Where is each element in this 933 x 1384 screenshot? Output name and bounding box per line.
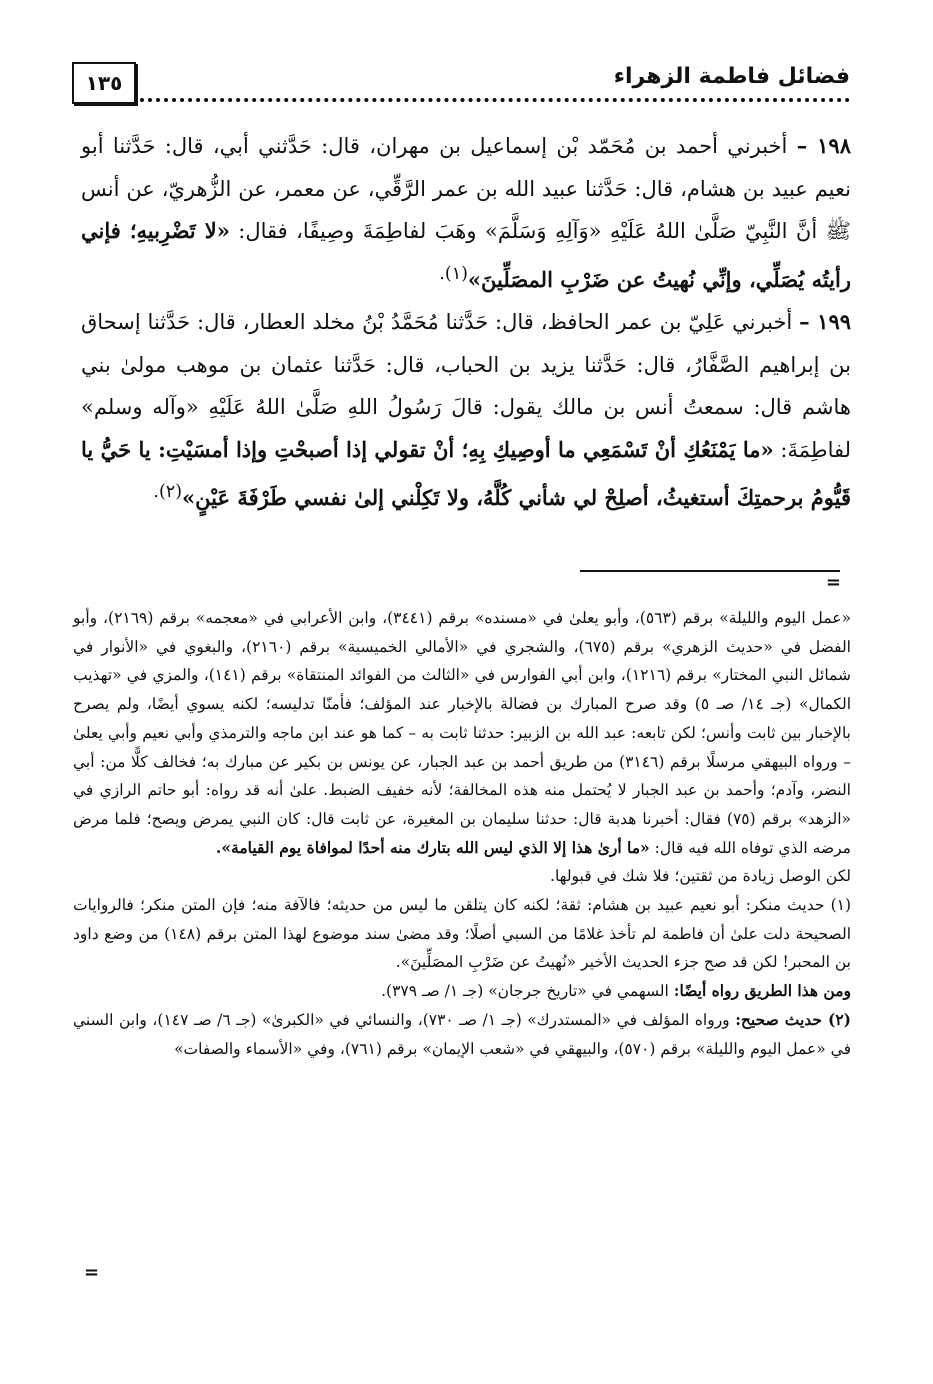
footnote-label: ومن هذا الطريق رواه أيضًا: <box>673 981 851 1001</box>
footnote-ref: (١). <box>439 263 468 284</box>
hadith-quote: «ما يَمْنَعُكِ أنْ تَسْمَعِي ما أوصِيكِ بِهِ؛ أنْ تقولي إذا أصبحْتِ وإذا أمسَيْتِ: يا حَيُّ يا قَيُّومُ برحمتِكَ أستغيثُ، أصلِحْ لي شأني كُلَّهُ، ولا تَكِلْني إلىٰ نفسي طَرْفَةَ عَيْنٍ» <box>81 436 851 510</box>
continuation-mark-top: = <box>825 572 841 593</box>
footnote-separator <box>580 570 840 572</box>
footnote-ref: (٢). <box>153 482 183 502</box>
footnote-label: (٢) حديث صحيح: <box>735 1009 852 1029</box>
footnote-quote: «ما أرىٰ هذا إلا الذي ليس الله بتارك منه أحدًا لموافاة يوم القيامة». <box>215 837 650 857</box>
footnotes <box>73 604 851 1063</box>
footnote-text: ورواه المؤلف في «المستدرك» (جـ ١/ صـ ٧٣٠)، والنسائي في «الكبرىٰ» (جـ ٦/ صـ ١٤٧)، وابن السني في «عمل اليوم والليلة» برقم (٥٧٠)، والبيهقي في «شعب الإيمان» برقم (٧٦١)، وفي «الأسماء والصفات» <box>73 1010 851 1058</box>
footnote-label: (١) حديث منكر: <box>745 896 852 915</box>
footnote-conclusion: لكن الوصل زيادة من ثقتين؛ فلا شك في قبولها. <box>550 867 851 886</box>
hadith-quote: «لا تَضْرِبيهِ؛ فإني رأيتُه يُصَلِّي، وإنِّي نُهيتُ عن ضَرْبِ المصَلِّينَ» <box>81 218 851 292</box>
header-dotted-rule <box>140 98 850 102</box>
footnote-text: السهمي في «تاريخ جرجان» (جـ ١/ صـ ٣٧٩). <box>381 982 669 1001</box>
main-text <box>81 125 851 520</box>
continuation-mark-bottom: = <box>84 1262 100 1283</box>
footnote-text: أبو نعيم عبيد بن هشام: ثقة؛ لكنه كان يتلقن ما ليس من حديثه؛ فالآفة منه؛ فإن المتن منكر؛ فالروايات الصحيحة دلت علىٰ أن فاطمة لم تأخذ غلامًا من السبي أصلًا؛ وقد مضىٰ سند موضوع لهذا المتن برقم (١٤٨) من وضع داود بن المحبر! لكن قد صح جزء الحديث الأخير «نُهيتُ عن ضَرْبِ المصَلِّينَ». <box>73 896 852 972</box>
footnote-2 <box>73 1006 851 1063</box>
footnote-1-extra <box>73 977 851 1006</box>
hadith-number: ١٩٨ – <box>796 133 851 158</box>
hadith-number: ١٩٩ – <box>799 309 852 334</box>
page-number: ١٣٥ <box>72 62 136 104</box>
running-title: فضائل فاطمة الزهراء <box>613 64 850 89</box>
hadith-198 <box>81 125 851 301</box>
footnote-1 <box>73 891 851 977</box>
page-header <box>72 62 850 106</box>
hadith-199 <box>81 301 851 520</box>
hadith-text: أخبرني عَلِيّ بن عمر الحافظ، قال: حَدَّثنا مُحَمَّدُ بْنُ مخلد العطار، قال: حَدَّثنا إسحاق بن إبراهيم الصَّفَّارُ، قال: حَدَّثنا يزيد بن الحباب، قال: حَدَّثنا عثمان بن موهب مولىٰ بني هاشم قال: سمعتُ أنس بن مالك يقول: قالَ رَسُولُ اللهِ صَلَّىٰ اللهُ عَلَيْهِ «وآله وسلم» لفاطِمَةَ: <box>81 310 851 462</box>
footnote-continuation <box>73 604 851 862</box>
footnote-text: «عمل اليوم والليلة» برقم (٥٦٣)، وأبو يعلىٰ في «مسنده» برقم (٣٤٤١)، وابن الأعرابي في «معجمه» برقم (٢١٦٩)، وأبو الفضل في «حديث الزهري» برقم (٦٧٥)، والشجري في «الأمالي الخميسية» برقم (٢١٦٠)، والبغوي في «الأنوار في شمائل النبي المختار» برقم (١٢١٦)، وابن أبي الفوارس في «الثالث من الفوائد المنتقاة» برقم (١٤١)، والمزي في «تهذيب الكمال» (جـ ١٤/ صـ ٥) وقد صرح المبارك بن فضالة بالإخبار عند المؤلف؛ فأمنّا تدليسه؛ لكنه يسوي أيضًا، ولم يصرح بالإخبار بين ثابت وأنس؛ لكن تابعه: عبد الله بن الزبير: حدثنا ثابت به – كما هو عند ابن ماجه والترمذي وأبي نعيم وأبي يعلىٰ – ورواه البيهقي مرسلًا برقم (٣١٤٦) من طريق أحمد بن عبد الجبار، عن يونس بن بكير عن مبارك به؛ فخالف كلًّا من: أبي النضر، وآدم؛ وأحمد بن عبد الجبار لا يُحتمل منه هذه المخالفة؛ لأنه خفيف الضبط. علىٰ أنه قد رواه: أبو حاتم الرازي في «الزهد» برقم (٧٥) فقال: أخبرنا هدبة قال: حدثنا سليمان بن المغيرة، عن ثابت قال: كان النبي يمرض ويصح؛ فلما مرض مرضه الذي توفاه الله فيه قال: <box>73 609 852 857</box>
hadith-text: أخبرني أحمد بن مُحَمّد بْن إسماعيل بن مهران، قال: حَدَّثني أبي، قال: حَدَّثنا أبو نعيم عبيد بن هشام، قال: حَدَّثنا عبيد الله بن عمر الرَّقِّي، عن معمر، عن الزُّهريّ، عن أنس ﷺ أنَّ النَّبِيّ صَلَّىٰ اللهُ عَلَيْهِ «وَآلِهِ وَسَلَّمَ» وهَبَ لفاطِمَةَ وصِيفًا، فقال: <box>81 134 851 243</box>
